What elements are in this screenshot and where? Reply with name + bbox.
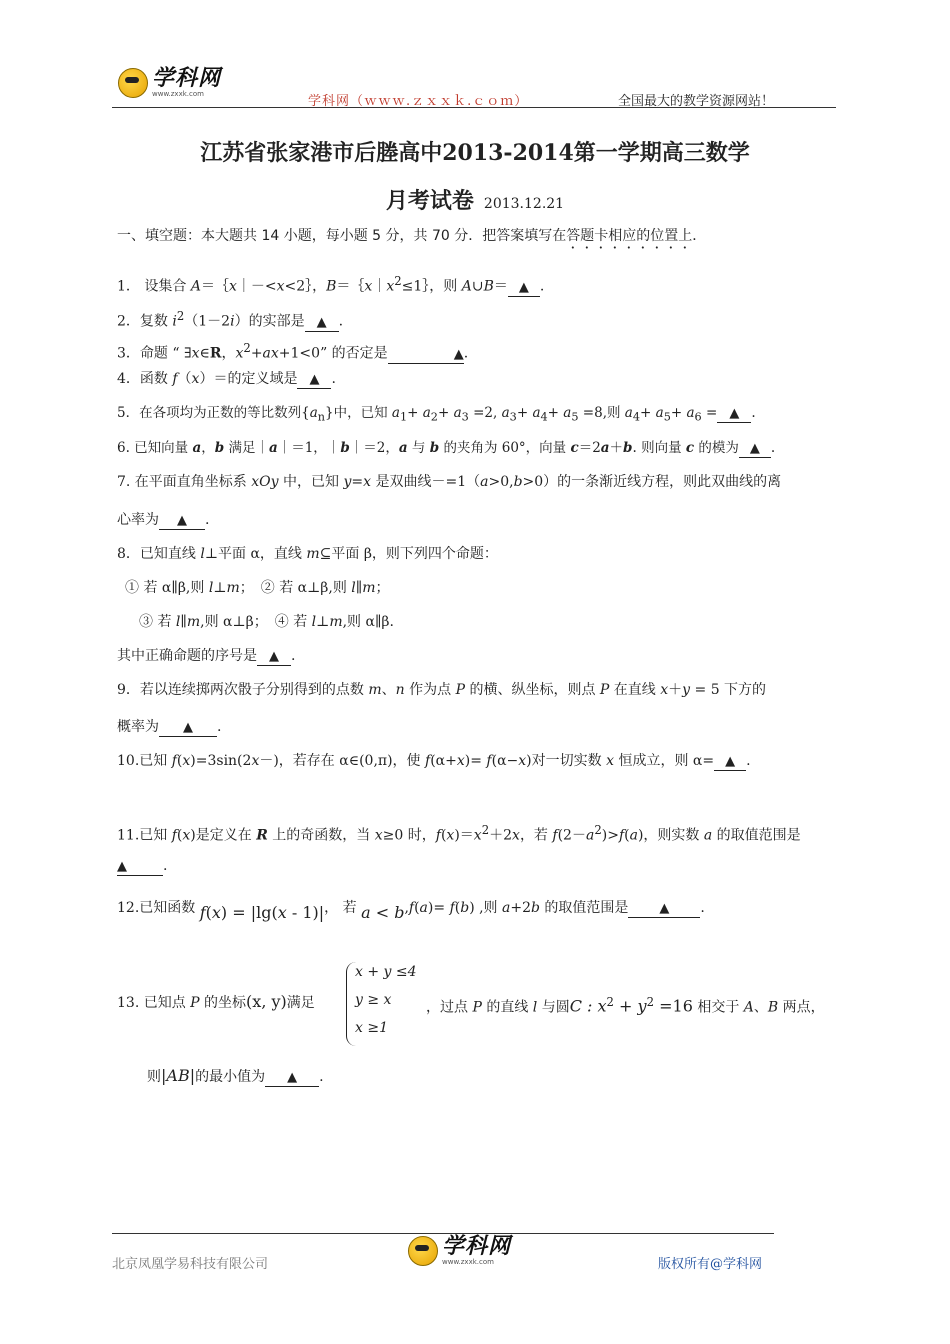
footer-copyright[interactable]: 版权所有@学科网 bbox=[658, 1257, 763, 1272]
footer-logo-url: www.zxxk.com bbox=[442, 1258, 494, 1266]
answer-blank[interactable]: ▲ bbox=[265, 1069, 319, 1087]
answer-blank[interactable]: ▲ bbox=[159, 719, 217, 737]
constraint-2: y ≥ x bbox=[355, 992, 392, 1008]
question-9: 9．若以连续掷两次骰子分别得到的点数 m、n 作为点 P 的横、纵坐标，则点 P 在直线 x＋y = 5 下方的 bbox=[117, 682, 767, 698]
section-heading: 一、填空题：本大题共 14 小题，每小题 5 分，共 70 分．把答案填写在答题卡相应的位置上． bbox=[117, 228, 707, 244]
answer-blank[interactable]: ▲ bbox=[388, 346, 464, 364]
logo-text: 学科网 bbox=[152, 66, 222, 91]
answer-blank[interactable]: ▲ bbox=[305, 314, 339, 332]
answer-blank[interactable]: ▲ bbox=[739, 440, 771, 458]
question-11-cont: ▲ . bbox=[117, 858, 168, 874]
question-13-intro: 13. 已知点 P 的坐标(x, y)满足 bbox=[117, 992, 315, 1011]
answer-blank[interactable]: ▲ bbox=[257, 648, 291, 666]
exam-date: 2013.12.21 bbox=[483, 196, 565, 212]
footer-logo[interactable] bbox=[408, 1236, 511, 1266]
question-12: 12.已知函数 f(x) = |lg(x - 1)|， 若 a < b,f(a)= f(b) ,则 a+2b 的取值范围是 ▲ . bbox=[117, 900, 705, 922]
answer-blank[interactable]: ▲ bbox=[117, 858, 163, 876]
question-1: 1． 设集合 A＝｛x｜－<x<2｝，$B=\{x|x^2\le 1\}$，则 A∪B＝ ▲ . bbox=[117, 274, 545, 295]
question-9-cont: 概率为 ▲ . bbox=[117, 719, 222, 735]
question-4: 4．函数 f（x）＝的定义域是 ▲ . bbox=[117, 371, 336, 387]
answer-blank[interactable]: ▲ bbox=[297, 371, 331, 389]
constraint-system bbox=[346, 962, 437, 1046]
question-5: 5．在各项均为正数的等比数列$\{a_n\}$中，已知 $a_1+ a_2+ a_3 =2$, $a_3+ a_4+ a_5 =8$,则 $a_4+ a_5+ a_6$ = ▲ . bbox=[117, 405, 756, 424]
constraint-1: x + y ≤4 bbox=[355, 964, 417, 980]
question-8-options-1: ① 若 α∥β,则 l⊥m； ② 若 α⊥β,则 l∥m； bbox=[125, 580, 390, 596]
answer-blank[interactable]: ▲ bbox=[714, 753, 746, 771]
subtitle-text: 月考试卷 bbox=[385, 188, 474, 214]
header-logo[interactable] bbox=[118, 68, 221, 98]
header-slogan: 全国最大的教学资源网站！ bbox=[618, 94, 775, 109]
page-subtitle bbox=[0, 184, 950, 215]
constraint-3: x ≥1 bbox=[355, 1020, 388, 1036]
answer-blank[interactable]: ▲ bbox=[159, 512, 205, 530]
page-title: 江苏省张家港市后塍高中2013-2014第一学期高三数学 bbox=[200, 140, 750, 166]
header-divider bbox=[112, 107, 836, 108]
question-2: 2．复数 $i^2(1-2i)$的实部是 ▲ . bbox=[117, 309, 344, 330]
footer-company: 北京凤凰学易科技有限公司 bbox=[112, 1257, 269, 1272]
question-3: 3．命题 “ ∃x∈R，$x^2+ax+1<0$” 的否定是 ▲. bbox=[117, 341, 469, 362]
answer-blank[interactable]: ▲ bbox=[628, 900, 700, 918]
answer-blank[interactable]: ▲ bbox=[508, 279, 540, 297]
footer-logo-text: 学科网 bbox=[442, 1234, 512, 1259]
question-13-ask: 则|AB|的最小值为 ▲ . bbox=[147, 1066, 324, 1085]
answer-blank[interactable]: ▲ bbox=[717, 405, 751, 423]
question-8: 8．已知直线 l⊥平面 α，直线 m⊆平面 β，则下列四个命题： bbox=[117, 546, 498, 562]
question-7-cont: 心率为 ▲ . bbox=[117, 512, 210, 528]
question-10: 10.已知 f(x)=3sin(2x－)，若存在 α∈(0,π)，使 f(α+x)= f(α−x)对一切实数 x 恒成立，则 α= ▲ . bbox=[117, 753, 751, 769]
question-11: 11.已知 f(x)是定义在 R 上的奇函数，当 x≥0 时，$f(x)=x^2+2x$，若 $f(2-a^2)>f(a)$，则实数 a 的取值范围是 bbox=[117, 823, 801, 844]
logo-url: www.zxxk.com bbox=[152, 90, 204, 98]
question-13-rest: ，过点 P 的直线 l 与圆C : $x^2 + y^2 =16$ 相交于 A、B 两点， bbox=[426, 995, 825, 1016]
question-6: 6. 已知向量 a，b 满足｜a｜＝1，｜b｜＝2，a 与 b 的夹角为 60°，向量 c＝2a＋b. 则向量 c 的模为 ▲ . bbox=[117, 440, 776, 456]
mascot-icon bbox=[118, 68, 148, 98]
mascot-icon bbox=[408, 1236, 438, 1266]
question-7: 7. 在平面直角坐标系 xOy 中，已知 y=x 是双曲线－=1（a>0,b>0）的一条渐近线方程，则此双曲线的离 bbox=[117, 474, 782, 490]
question-8-options-2: ③ 若 l∥m,则 α⊥β； ④ 若 l⊥m,则 α∥β. bbox=[139, 614, 394, 630]
question-8-ask: 其中正确命题的序号是 ▲ . bbox=[117, 648, 296, 664]
header-site[interactable]: 学科网（ｗｗｗ.ｚｘｘｋ.ｃｏｍ） bbox=[308, 94, 529, 109]
